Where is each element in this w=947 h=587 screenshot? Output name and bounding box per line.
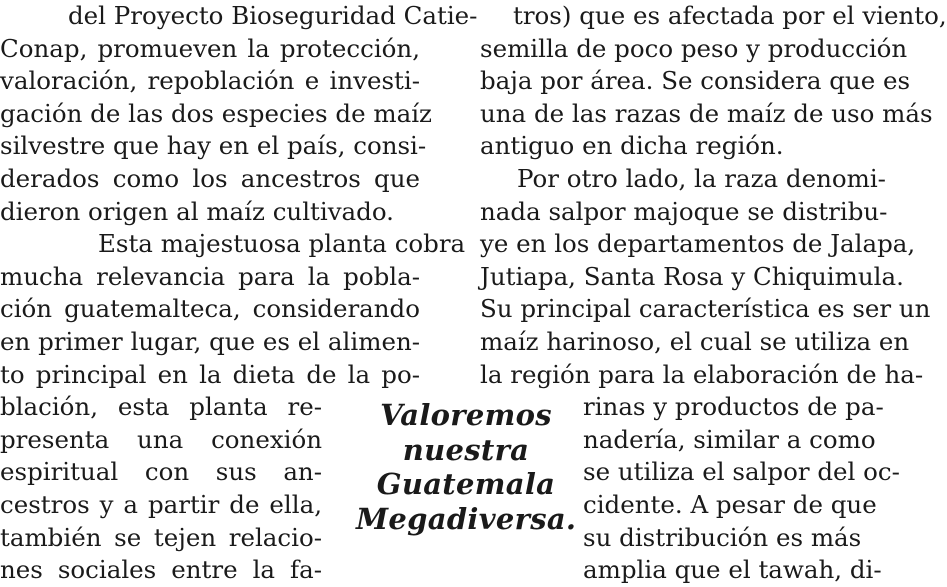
text-line: dieron origen al maíz cultivado.	[0, 196, 394, 226]
pull-quote	[356, 398, 576, 536]
text-line: gación de las dos especies de maíz	[0, 98, 432, 128]
text-line: del Proyecto Bioseguridad Catie-	[68, 1, 478, 30]
text-line: baja por área. Se considera que es	[480, 66, 911, 96]
text-line: amplia que el tawah, di-	[583, 555, 882, 585]
text-line: espiritual con sus an-	[0, 457, 322, 487]
text-line: antiguo en dicha región.	[480, 131, 784, 161]
pull-quote-line: Megadiversa.	[356, 501, 577, 536]
pull-quote-line: Guatemala	[376, 467, 556, 501]
text-line: presenta una conexión	[0, 424, 322, 454]
text-line: en primer lugar, que es el alimen-	[0, 326, 420, 356]
pull-quote-line: nuestra	[402, 432, 530, 467]
text-line: blación, esta planta re-	[0, 392, 322, 422]
pull-quote-line: Valoremos	[380, 398, 552, 432]
text-line: cidente. A pesar de que	[583, 489, 877, 519]
paragraph-first-line: Esta majestuosa planta cobra	[98, 229, 466, 259]
text-line: semilla de poco peso y producción	[480, 33, 908, 63]
text-line: se utiliza el salpor del oc-	[583, 457, 900, 487]
text-line: nada salpor majoque se distribu-	[480, 196, 888, 226]
paragraph-first-line: Por otro lado, la raza denomi-	[517, 163, 886, 193]
text-line: ye en los departamentos de Jalapa,	[480, 229, 916, 259]
text-line: to principal en la dieta de la po-	[0, 359, 420, 389]
text-line: cestros y a partir de ella,	[0, 489, 322, 519]
text-line: su distribución es más	[583, 522, 862, 552]
text-line: Jutiapa, Santa Rosa y Chiquimula.	[480, 261, 904, 291]
text-line: nadería, similar a como	[583, 424, 876, 454]
text-line: ción guatemalteca, considerando	[0, 294, 420, 324]
text-line: nes sociales entre la fa-	[0, 555, 322, 585]
text-line: también se tejen relacio-	[0, 522, 322, 552]
text-line: rinas y productos de pa-	[583, 392, 884, 422]
text-line: Conap, promueven la protección,	[0, 33, 420, 63]
text-line: silvestre que hay en el país, consi-	[0, 131, 427, 161]
text-line: Su principal característica es ser un	[480, 294, 931, 324]
text-line: valoración, repoblación e investi-	[0, 66, 420, 96]
text-line: una de las razas de maíz de uso más	[480, 98, 933, 128]
text-line: tros) que es afectada por el viento,	[513, 1, 947, 30]
text-line: maíz harinoso, el cual se utiliza en	[480, 326, 910, 356]
text-line: mucha relevancia para la pobla-	[0, 261, 420, 291]
text-line: la región para la elaboración de ha-	[480, 359, 924, 389]
text-line: derados como los ancestros que	[0, 163, 420, 193]
